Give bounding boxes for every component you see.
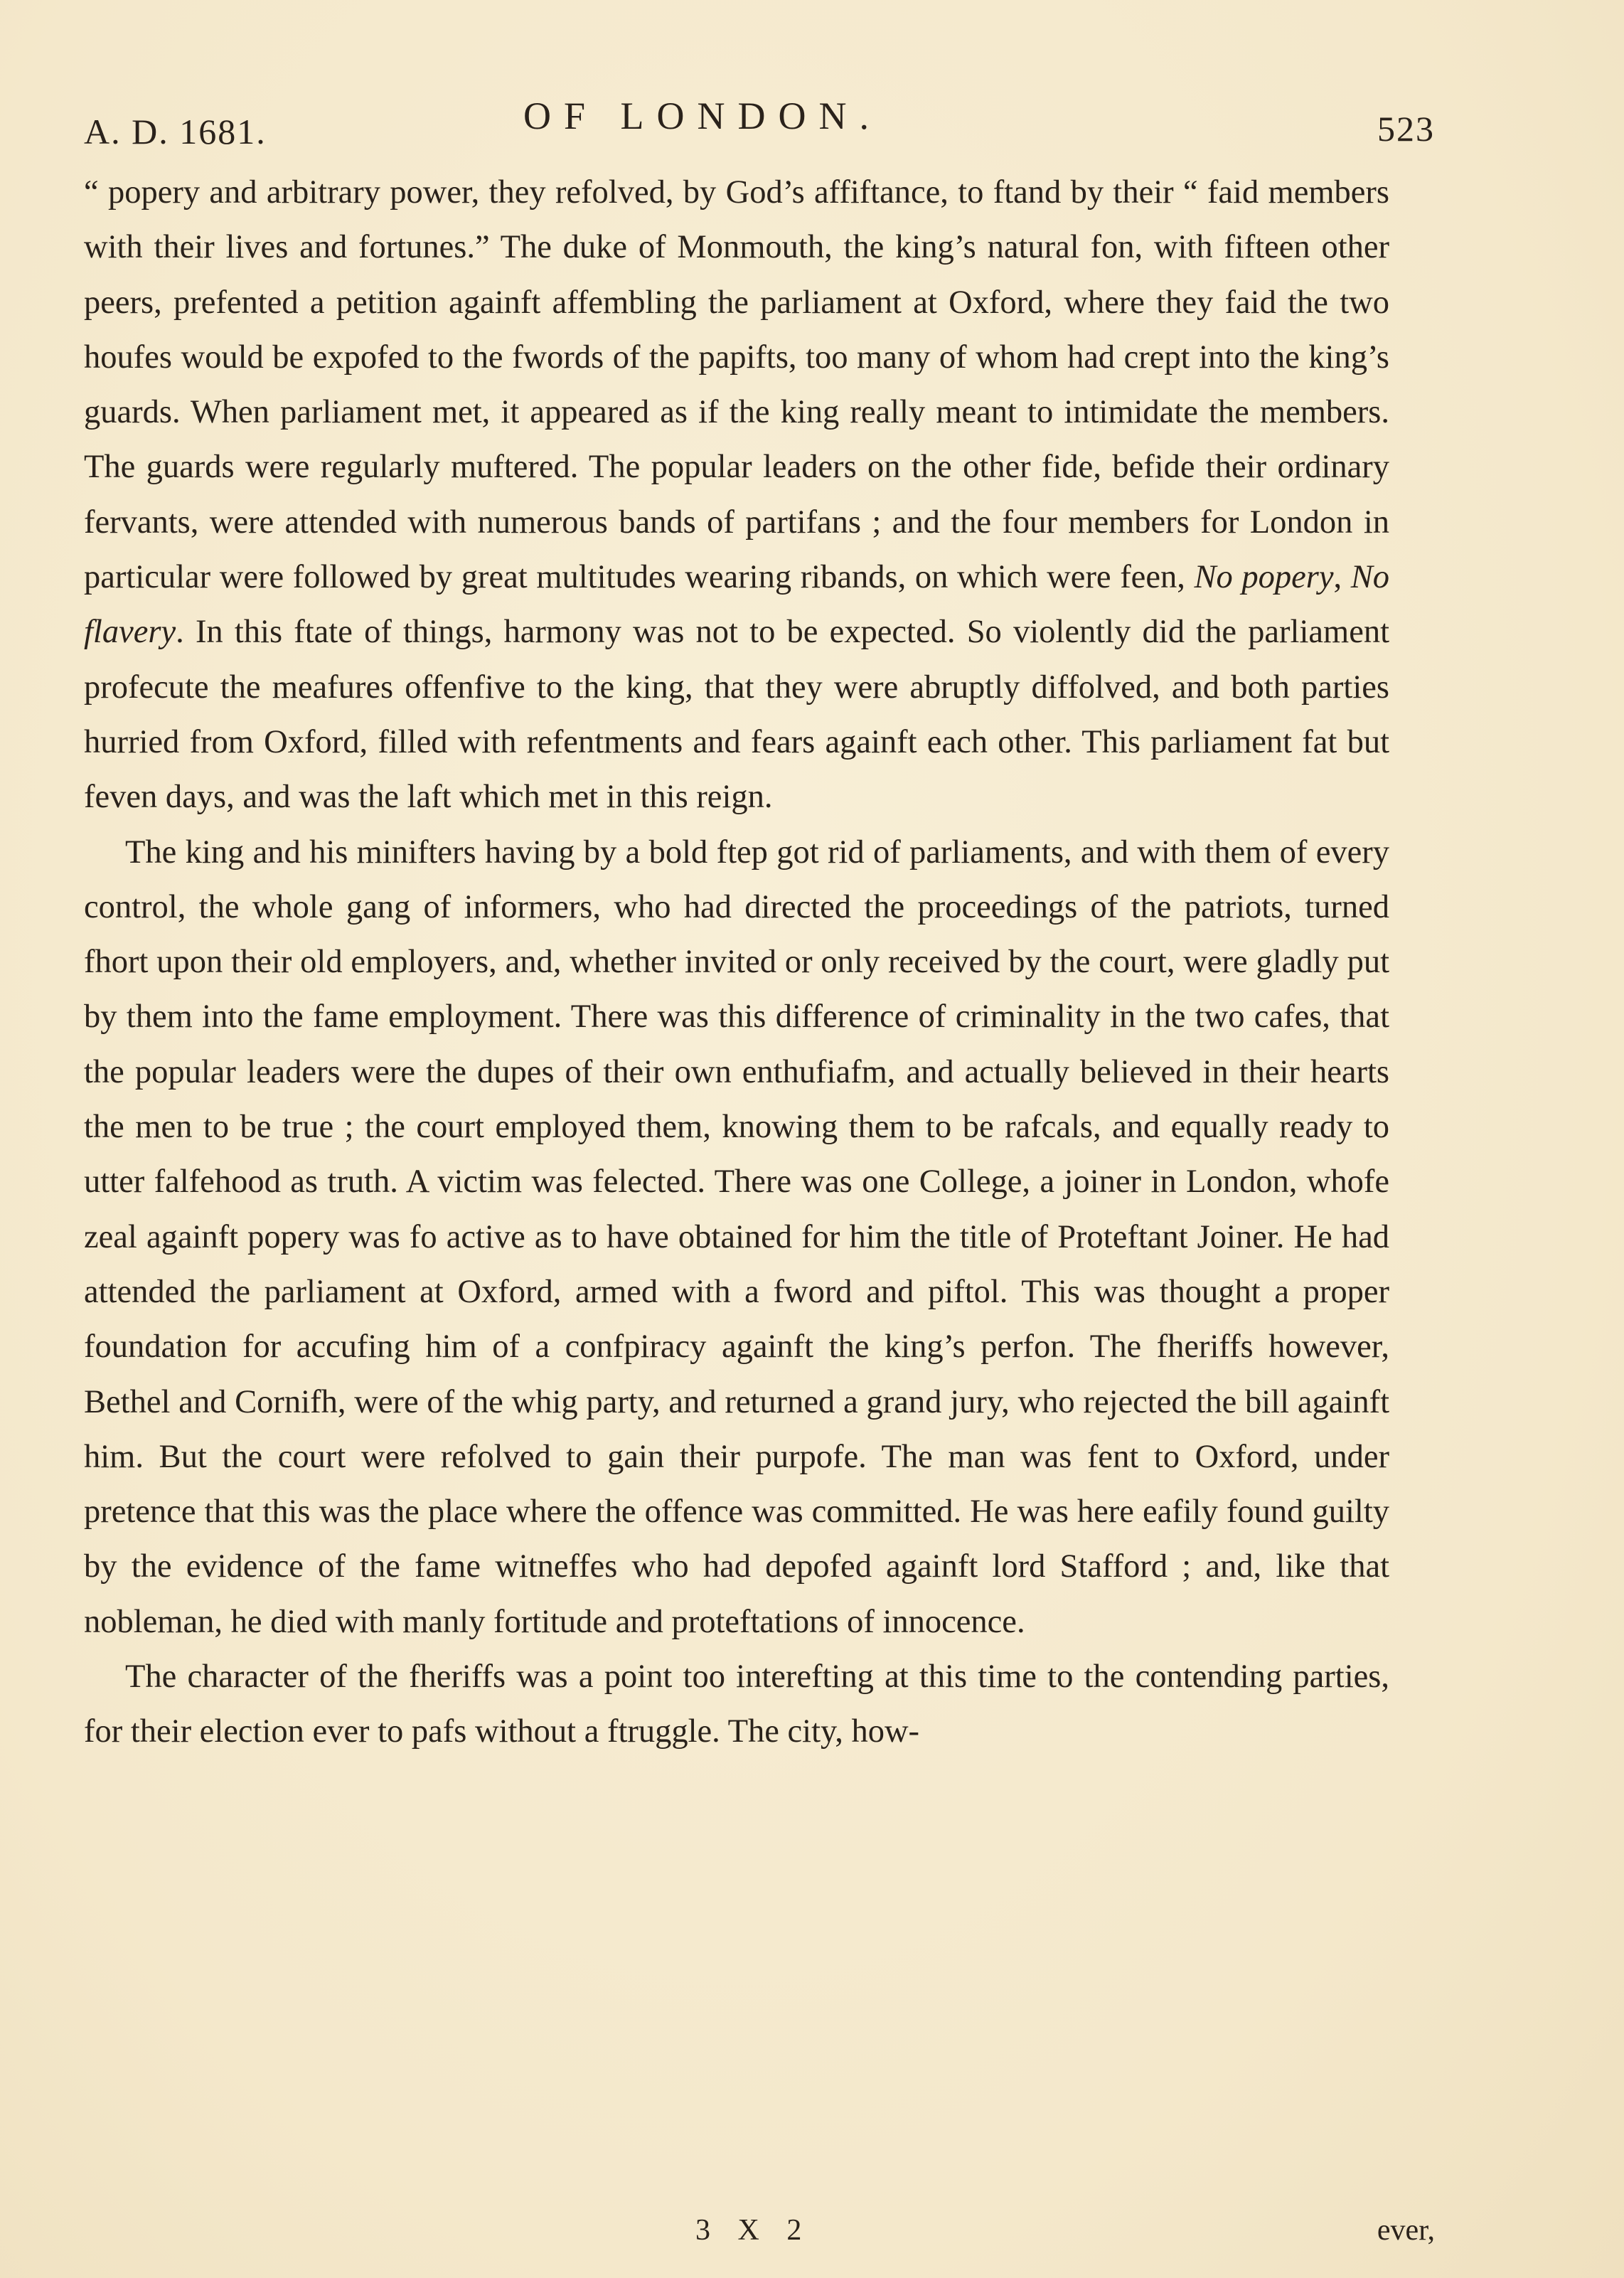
- text-run-italic: No popery: [1194, 559, 1334, 596]
- text-run-italic: No flavery: [84, 559, 1390, 651]
- text-run: The character of the fheriffs was a point too interefting at this time to the contending parties, for their election ever to pafs without a ftruggle. The city, how-: [84, 1659, 1389, 1750]
- body-text: [84, 165, 1389, 1760]
- page-footer: [84, 2213, 1435, 2263]
- catchword: ever,: [1377, 2214, 1435, 2247]
- paragraph: [84, 1649, 1389, 1760]
- header-year: A. D. 1681.: [84, 112, 267, 151]
- paragraph: [84, 165, 1389, 825]
- text-run: The king and his minifters having by a bold ftep got rid of parliaments, and with them of every control, the whole gang of informers, who had directed the proceedings of the patriots, turned fhort upon their old employers, and, whether invited or only received by the court, were gladly put by them into the fame employment. There was this difference of criminality in the two cafes, that the popular leaders were the dupes of their own enthufiafm, and actually believed in their hearts the men to be true ; the court employed them, knowing them to be rafcals, and equally ready to utter falfehood as truth. A victim was felected. There was one College, a joiner in London, whofe zeal againft popery was fo active as to have obtained for him the title of Proteftant Joiner. He had attended the parliament at Oxford, armed with a fword and piftol. This was thought a proper foundation for accufing him of a confpiracy againft the king’s perfon. The fheriffs however, Bethel and Cornifh, were of the whig party, and returned a grand jury, who rejected the bill againft him. But the court were refolved to gain their purpofe. The man was fent to Oxford, under pretence that this was the place where the offence was committed. He was here eafily found guilty by the evidence of the fame witneffes who had depofed againft lord Stafford ; and, like that nobleman, he died with manly fortitude and proteftations of innocence.: [84, 834, 1389, 1640]
- text-run: “ popery and arbitrary power, they refolved, by God’s affiftance, to ftand by their “ faid members with their lives and fortunes.” The duke of Monmouth, the king’s natural fon, with fifteen other peers, prefented a petition againft affembling the parliament at Oxford, where they faid the two houfes would be expofed to the fwords of the papifts, too many of whom had crept into the king’s guards. When parliament met, it appeared as if the king really meant to intimidate the members. The guards were regularly muftered. The popular leaders on the other fide, befide their ordinary fervants, were attended with numerous bands of partifans ; and the four members for London in particular were followed by great multitudes wearing ribands, on which were feen,: [84, 174, 1389, 596]
- signature-mark: 3 X 2: [695, 2214, 812, 2247]
- header-title: OF LONDON.: [523, 95, 882, 137]
- page-number: 523: [1377, 109, 1435, 149]
- text-run: ,: [1333, 559, 1351, 596]
- text-run: . In this ftate of things, harmony was not to be expected. So violently did the parliament profecute the meafures offenfive to the king, that they were abruptly diffolved, and both parties hurried from Oxford, filled with refentments and fears againft each other. This parliament fat but feven days, and was the laft which met in this reign.: [84, 614, 1389, 816]
- running-header: [84, 94, 1435, 158]
- paragraph: [84, 825, 1389, 1649]
